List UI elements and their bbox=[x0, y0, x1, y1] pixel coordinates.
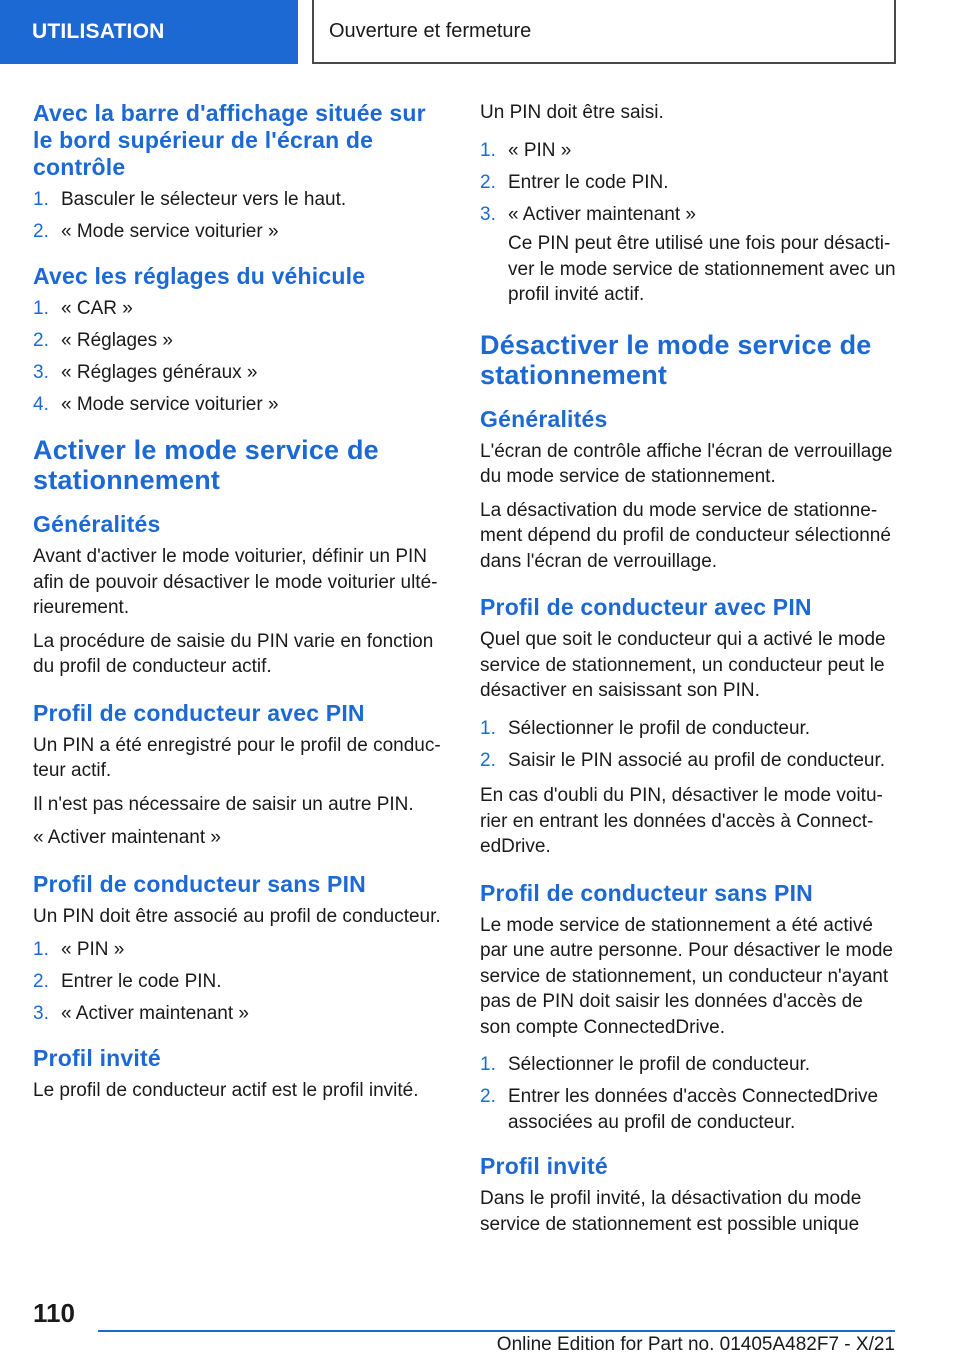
right-column bbox=[480, 100, 898, 1245]
page-header bbox=[0, 0, 960, 68]
paragraph: Quel que soit le conducteur qui a activé le mode service de stationnement, un conducteur peut le désactiver en saisissant son PIN. bbox=[480, 629, 886, 701]
step-number: 3. bbox=[480, 203, 496, 225]
steps-avec-pin bbox=[480, 716, 898, 774]
step-number: 2. bbox=[33, 221, 49, 242]
paragraph: Le mode service de stationnement a été activé par une autre personne. Pour désactiver le mode service de stationnement, un conducteur n'ayant pas de PIN doit saisir les données d'accès de son compte ConnectedDrive. bbox=[480, 914, 893, 1038]
step-number: 4. bbox=[33, 393, 49, 415]
heading-profil-invite: Profil invité bbox=[33, 1044, 161, 1071]
left-column bbox=[33, 100, 451, 1111]
list-item: 1. « CAR » bbox=[33, 296, 451, 322]
step-number: 2. bbox=[480, 171, 496, 193]
step-number: 1. bbox=[480, 717, 496, 739]
step-number: 2. bbox=[480, 749, 496, 771]
heading-generalites: Généralités bbox=[480, 405, 608, 432]
list-item: 2. Saisir le PIN associé au profil de conducteur. bbox=[480, 748, 898, 774]
list-item: 1. « PIN » bbox=[33, 937, 451, 963]
steps-intro bbox=[480, 138, 898, 308]
chapter-title: Ouverture et fermeture bbox=[312, 0, 896, 64]
paragraph: Dans le profil invité, la désactivation du mode service de stationnement est possible unique bbox=[480, 1188, 862, 1235]
list-item: 1. Basculer le sélecteur vers le haut. bbox=[33, 187, 451, 213]
list-item: 1. Sélectionner le profil de conducteur. bbox=[480, 716, 898, 742]
heading-generalites: Généralités bbox=[33, 511, 161, 537]
paragraph: L'écran de contrôle affiche l'écran de verrouillage du mode service de stationnement. bbox=[480, 440, 893, 487]
list-item: 2. « Mode service voiturier » bbox=[33, 219, 451, 245]
paragraph: La désactivation du mode service de stationnement dépend du profil de conducteur sélectionné dans l'écran de verrouillage. bbox=[480, 499, 891, 572]
list-item: 2. « Réglages » bbox=[33, 328, 451, 354]
heading-profil-invite: Profil invité bbox=[480, 1153, 608, 1179]
step-number: 1. bbox=[33, 939, 49, 960]
heading-activer-mode: Activer le mode service de stationnement bbox=[33, 435, 379, 495]
heading-profil-avec-pin: Profil de conducteur avec PIN bbox=[480, 594, 812, 620]
list-item: 4. « Mode service voiturier » bbox=[33, 392, 451, 418]
paragraph: « Activer maintenant » bbox=[33, 827, 221, 848]
steps-reglages-vehicule bbox=[33, 296, 451, 418]
step-number: 1. bbox=[480, 1054, 496, 1075]
section-tab: UTILISATION bbox=[0, 0, 298, 64]
paragraph: Le profil de conducteur actif est le profil invité. bbox=[33, 1079, 419, 1101]
list-item: 3. « Réglages généraux » bbox=[33, 360, 451, 386]
list-item: 2. Entrer le code PIN. bbox=[480, 170, 898, 196]
footer-divider bbox=[98, 1330, 895, 1332]
heading-profil-sans-pin: Profil de conducteur sans PIN bbox=[480, 879, 813, 906]
step-number: 1. bbox=[33, 297, 49, 319]
step-number: 2. bbox=[33, 329, 49, 351]
step-number: 2. bbox=[33, 971, 49, 992]
paragraph: La procédure de saisie du PIN varie en fonction du profil de conducteur actif. bbox=[33, 630, 434, 677]
paragraph: Un PIN a été enregistré pour le profil de conducteur actif. bbox=[33, 734, 441, 781]
paragraph: Il n'est pas nécessaire de saisir un autre PIN. bbox=[33, 793, 414, 815]
heading-desactiver-mode: Désactiver le mode service de stationnement bbox=[480, 329, 872, 390]
step-note: Ce PIN peut être utilisé une fois pour désactiver le mode service de stationnement avec un profil invité actif. bbox=[508, 233, 896, 305]
list-item: 1. « PIN » bbox=[480, 138, 898, 164]
heading-barre-affichage: Avec la barre d'affichage située sur le bord supérieur de l'écran de contrôle bbox=[33, 100, 426, 180]
step-number: 3. bbox=[33, 361, 49, 383]
step-number: 1. bbox=[480, 139, 496, 161]
steps-sans-pin bbox=[480, 1052, 898, 1135]
heading-profil-sans-pin: Profil de conducteur sans PIN bbox=[33, 870, 366, 897]
step-number: 3. bbox=[33, 1003, 49, 1024]
list-item: 2. Entrer les données d'accès ConnectedDrive associées au profil de conducteur. bbox=[480, 1086, 879, 1133]
heading-profil-avec-pin: Profil de conducteur avec PIN bbox=[33, 699, 365, 726]
list-item: 3. « Activer maintenant » bbox=[33, 1001, 451, 1027]
page-number: 110 bbox=[33, 1298, 75, 1328]
steps-barre-affichage bbox=[33, 187, 451, 245]
paragraph: Un PIN doit être saisi. bbox=[480, 102, 664, 123]
step-number: 1. bbox=[33, 189, 49, 210]
list-item: 1. Sélectionner le profil de conducteur. bbox=[480, 1052, 898, 1078]
paragraph: Avant d'activer le mode voiturier, définir un PIN afin de pouvoir désactiver le mode voiturier ultérieurement. bbox=[33, 546, 438, 618]
step-number: 2. bbox=[480, 1086, 496, 1107]
steps-sans-pin bbox=[33, 937, 451, 1027]
heading-reglages-vehicule: Avec les réglages du véhicule bbox=[33, 262, 366, 289]
list-item: 3. « Activer maintenant » Ce PIN peut être utilisé une fois pour désactiver le mode service de stationnement avec un profil invité actif. bbox=[480, 202, 898, 308]
paragraph: En cas d'oubli du PIN, désactiver le mode voiturier en entrant les données d'accès à ConnectedDrive. bbox=[480, 785, 883, 857]
paragraph: Un PIN doit être associé au profil de conducteur. bbox=[33, 905, 441, 927]
list-item: 2. Entrer le code PIN. bbox=[33, 969, 451, 995]
footer-edition: Online Edition for Part no. 01405A482F7 - X/21 bbox=[496, 1334, 895, 1355]
